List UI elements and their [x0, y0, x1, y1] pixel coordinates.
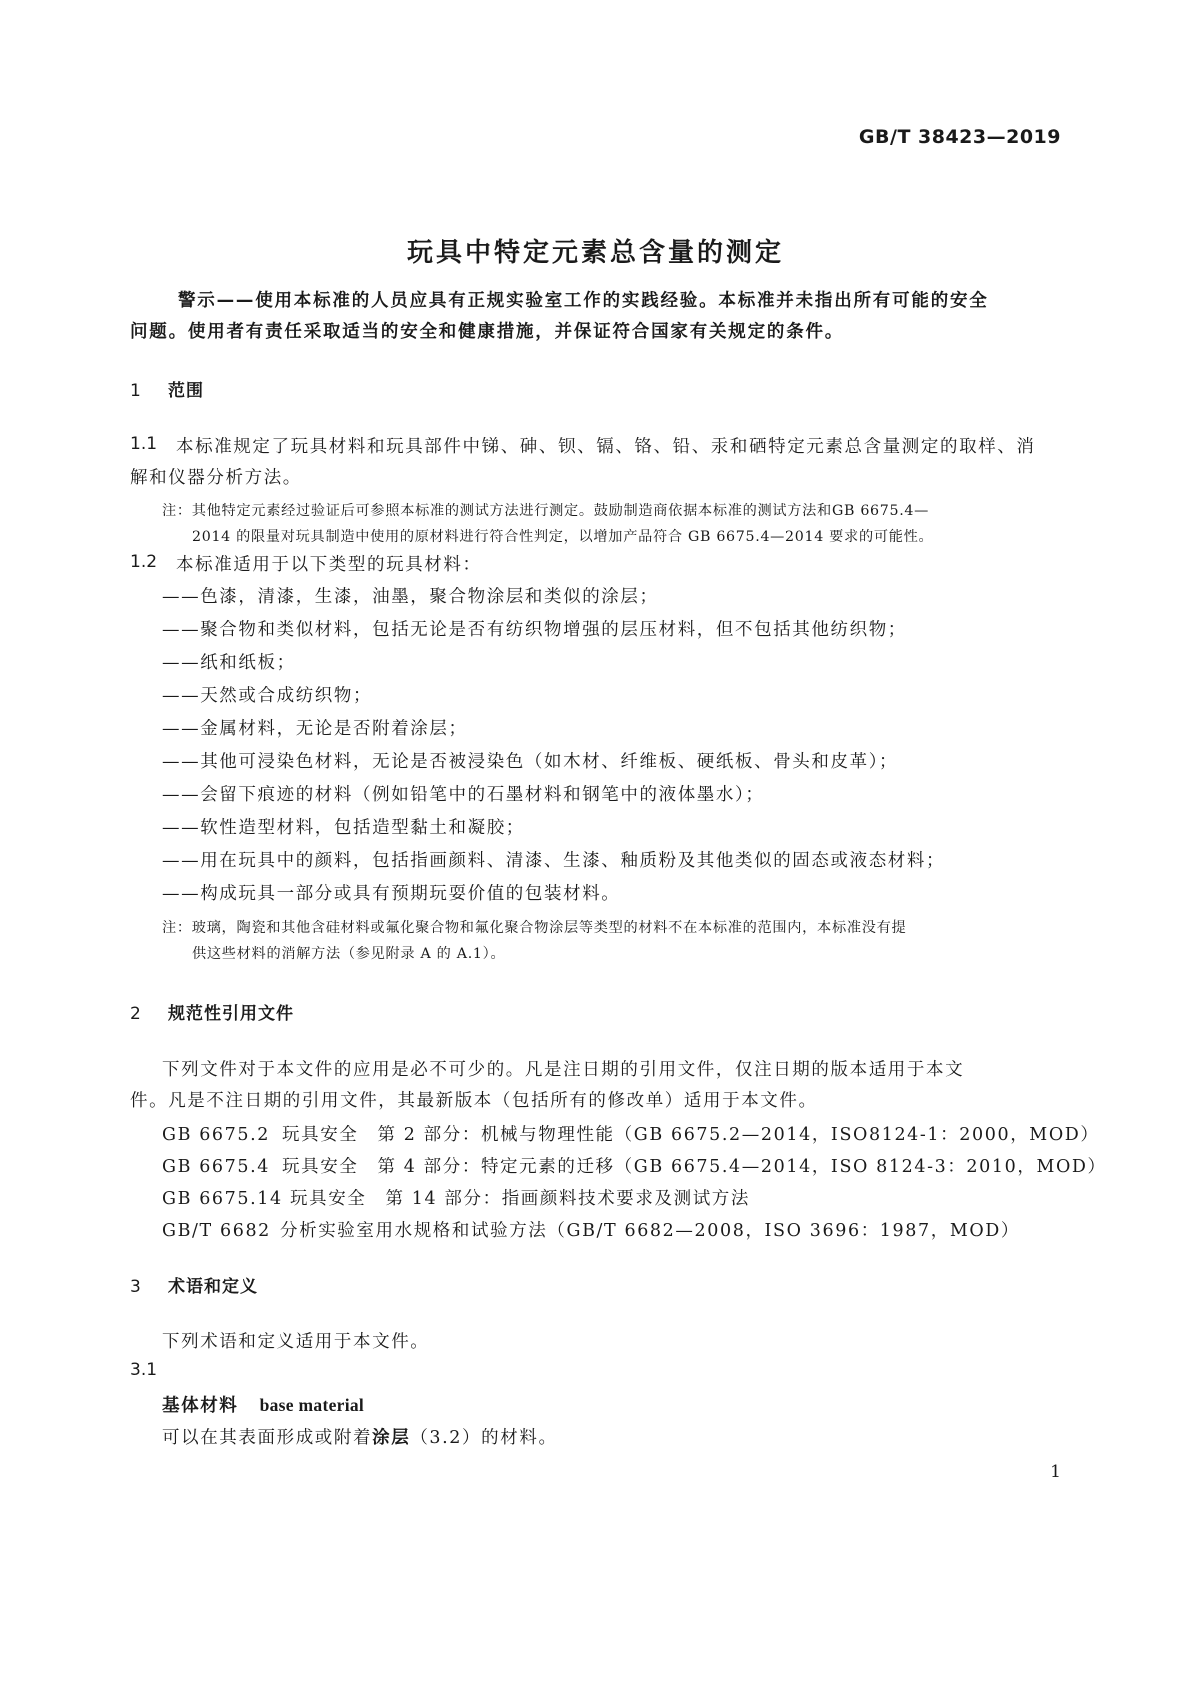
document-title: 玩具中特定元素总含量的测定: [406, 238, 784, 268]
list-item: ——天然或合成纺织物；: [162, 686, 373, 706]
note-2-line-1: 注：玻璃，陶瓷和其他含硅材料或氟化聚合物和氟化聚合物涂层等类型的材料不在本标准的范围内，本标准没有提: [162, 920, 907, 936]
section-1-title: 范围: [168, 381, 204, 401]
section-2-intro-line-2: 件。凡是不注日期的引用文件，其最新版本（包括所有的修改单）适用于本文件。: [130, 1091, 818, 1111]
note-1-line-2: 2014 的限量对玩具制造中使用的原材料进行符合性判定，以增加产品符合 GB 6675.4—2014 要求的可能性。: [192, 529, 934, 545]
reference-code: GB 6675.4: [162, 1157, 271, 1177]
list-item: ——构成玩具一部分或具有预期玩耍价值的包装材料。: [162, 884, 621, 904]
section-2-title: 规范性引用文件: [168, 1004, 294, 1024]
section-2-heading: [130, 999, 294, 1024]
reference-title: 玩具安全 第 2 部分：机械与物理性能（GB 6675.2—2014，ISO8124-1：2000，MOD）: [282, 1125, 1100, 1145]
page-number: 1: [1050, 1462, 1061, 1482]
reference-item: [162, 1121, 1100, 1146]
section-2-intro-line-1: 下列文件对于本文件的应用是必不可少的。凡是注日期的引用文件，仅注日期的版本适用于本文: [162, 1060, 965, 1080]
section-3-number: 3: [130, 1277, 142, 1297]
section-1-heading: [130, 376, 204, 401]
clause-1-2-number: 1.2: [130, 552, 158, 572]
reference-code: GB/T 6682: [162, 1221, 271, 1241]
list-item: ——其他可浸染色材料，无论是否被浸染色（如木材、纤维板、硬纸板、骨头和皮革）；: [162, 752, 899, 772]
warning-line-2: 问题。使用者有责任采取适当的安全和健康措施，并保证符合国家有关规定的条件。: [130, 322, 845, 342]
list-item: ——用在玩具中的颜料，包括指画颜料、清漆、生漆、釉质粉及其他类似的固态或液态材料；: [162, 851, 946, 871]
section-3-heading: [130, 1272, 258, 1297]
list-item: ——聚合物和类似材料，包括无论是否有纺织物增强的层压材料，但不包括其他纺织物；: [162, 620, 907, 640]
clause-1-1-line-1: 本标准规定了玩具材料和玩具部件中锑、砷、钡、镉、铬、铅、汞和硒特定元素总含量测定的取样、消: [176, 437, 1036, 457]
section-2-number: 2: [130, 1004, 142, 1024]
reference-code: GB 6675.2: [162, 1125, 271, 1145]
reference-title: 玩具安全 第 14 部分：指画颜料技术要求及测试方法: [290, 1189, 750, 1209]
term-reference-link: 涂层: [372, 1428, 411, 1448]
clause-1-1-number: 1.1: [130, 434, 158, 454]
term-3-1-definition: 可以在其表面形成或附着涂层（3.2）的材料。: [162, 1428, 558, 1448]
reference-item: [162, 1217, 1020, 1242]
standard-number: GB/T 38423—2019: [858, 126, 1061, 148]
term-zh: 基体材料: [162, 1396, 239, 1416]
reference-item: [162, 1185, 750, 1210]
section-1-number: 1: [130, 381, 142, 401]
note-2-line-2: 供这些材料的消解方法（参见附录 A 的 A.1）。: [192, 946, 506, 962]
note-1-label: 注：: [162, 503, 192, 519]
warning-line-1: 警示——使用本标准的人员应具有正规实验室工作的实践经验。本标准并未指出所有可能的安全: [178, 291, 989, 311]
term-3-1-heading: [162, 1392, 364, 1417]
term-en: base material: [259, 1395, 365, 1415]
section-3-title: 术语和定义: [168, 1277, 258, 1297]
note-2-label: 注：: [162, 920, 192, 936]
list-item: ——色漆，清漆，生漆，油墨，聚合物涂层和类似的涂层；: [162, 587, 659, 607]
reference-item: [162, 1153, 1107, 1178]
list-item: ——纸和纸板；: [162, 653, 296, 673]
term-3-1-number: 3.1: [130, 1360, 158, 1380]
section-3-intro: 下列术语和定义适用于本文件。: [162, 1332, 430, 1352]
note-1-line-1: 注：其他特定元素经过验证后可参照本标准的测试方法进行测定。鼓励制造商依据本标准的测试方法和GB 6675.4—: [162, 503, 930, 519]
reference-title: 分析实验室用水规格和试验方法（GB/T 6682—2008，ISO 3696：1987，MOD）: [280, 1221, 1021, 1241]
list-item: ——金属材料，无论是否附着涂层；: [162, 719, 468, 739]
list-item: ——软性造型材料，包括造型黏土和凝胶；: [162, 818, 525, 838]
clause-1-2-text: 本标准适用于以下类型的玩具材料：: [176, 555, 482, 575]
reference-code: GB 6675.14: [162, 1189, 283, 1209]
reference-title: 玩具安全 第 4 部分：特定元素的迁移（GB 6675.4—2014，ISO 8124-3：2010，MOD）: [282, 1157, 1107, 1177]
clause-1-1-line-2: 解和仪器分析方法。: [130, 468, 302, 488]
list-item: ——会留下痕迹的材料（例如铅笔中的石墨材料和钢笔中的液体墨水）；: [162, 785, 765, 805]
